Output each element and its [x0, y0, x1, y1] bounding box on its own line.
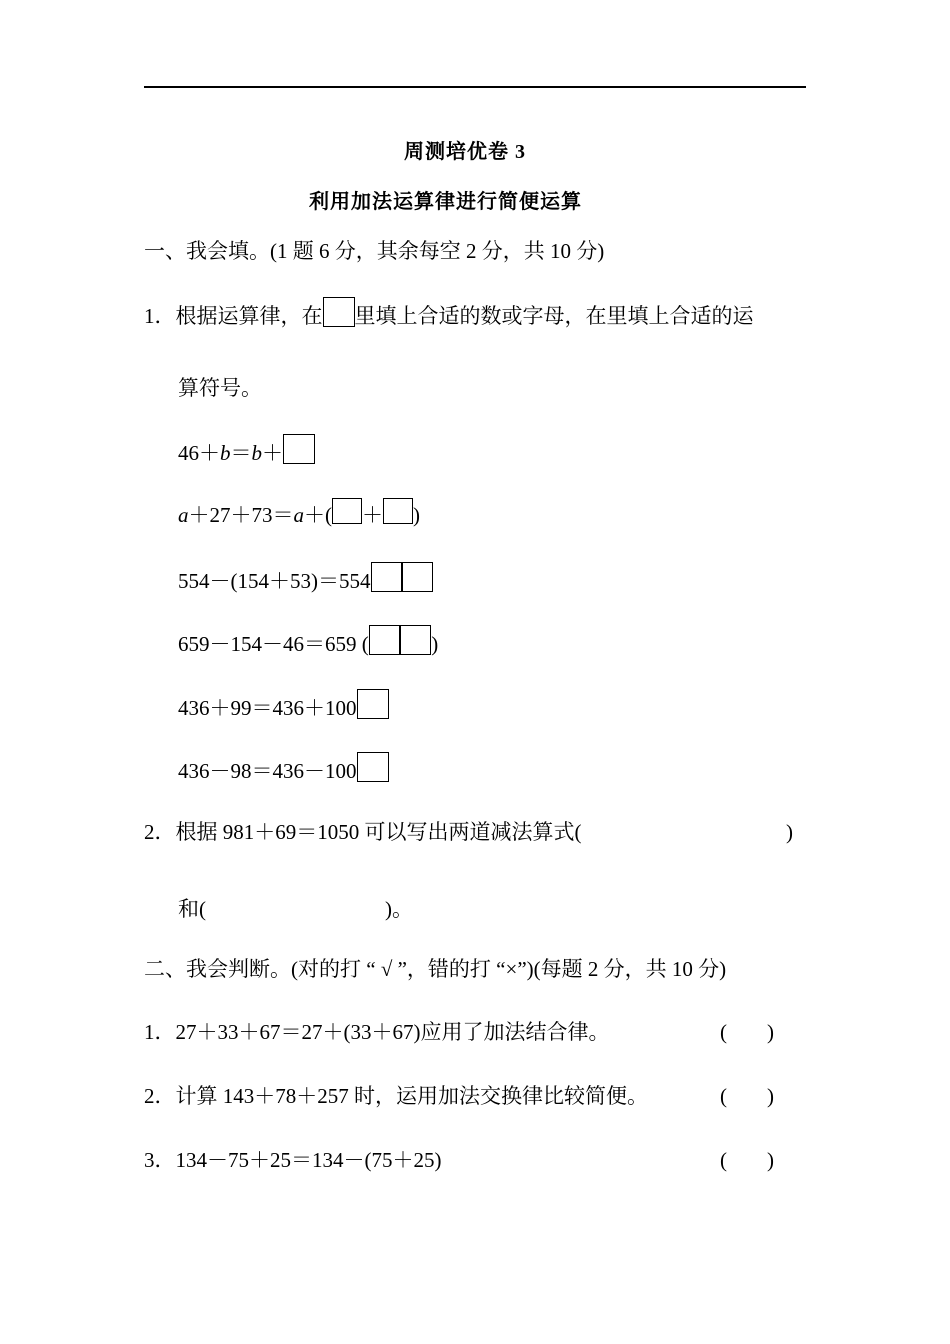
q1-text-after: 里填上合适的数或字母，在里填上合适的运	[354, 304, 754, 328]
answer-box[interactable]	[383, 498, 413, 524]
judge-number: 3．	[144, 1148, 176, 1172]
q1-item-4	[178, 625, 438, 658]
item5-part: 436＋99＝436＋100	[178, 696, 357, 720]
q2-blank1-close: )	[786, 820, 793, 844]
item1-part: 46＋	[178, 441, 220, 465]
operator-box[interactable]	[369, 625, 401, 655]
page-subtitle: 利用加法运算律进行简便运算	[309, 191, 582, 213]
item2-var: a	[293, 503, 304, 527]
q1-item-6	[178, 752, 389, 785]
answer-box[interactable]	[357, 689, 389, 719]
item1-var: b	[251, 441, 262, 465]
item1-var: b	[220, 441, 231, 465]
q2-line1	[144, 818, 582, 846]
operator-box[interactable]	[371, 562, 403, 592]
answer-box[interactable]	[401, 562, 433, 592]
item2-part: ＋27＋73＝	[188, 503, 294, 527]
q1-number: 1．	[144, 304, 176, 328]
answer-box[interactable]	[399, 625, 431, 655]
item4-part: 659－154－46＝659 (	[178, 632, 369, 656]
section2-heading: 二、我会判断。(对的打 “ √ ”，错的打 “×”)(每题 2 分，共 10 分)	[144, 957, 727, 981]
item2-part: ＋	[362, 503, 383, 527]
judge-item-3	[144, 1146, 442, 1174]
item1-part: ＋	[262, 441, 283, 465]
answer-box[interactable]	[332, 498, 362, 524]
q2-blank2-close: )。	[385, 897, 413, 921]
item3-part: 554－(154＋53)＝554	[178, 569, 371, 593]
q1-line2: 算符号。	[178, 376, 262, 400]
judge-number: 1．	[144, 1020, 176, 1044]
q2-line2: 和(	[178, 897, 206, 921]
section1-heading: 一、我会填。(1 题 6 分，其余每空 2 分，共 10 分)	[144, 239, 605, 263]
judge-item-2	[144, 1082, 648, 1110]
q2-number: 2．	[144, 820, 176, 844]
q1-item-2	[178, 498, 420, 529]
page-title: 周测培优卷 3	[404, 141, 526, 163]
item4-part: )	[431, 632, 439, 656]
q1-item-1	[178, 434, 315, 467]
judge-text: 134－75＋25＝134－(75＋25)	[175, 1148, 442, 1172]
header-rule	[144, 86, 806, 88]
item2-part: ＋(	[304, 503, 332, 527]
judge-text: 27＋33＋67＝27＋(33＋67)应用了加法结合律。	[175, 1020, 610, 1044]
q1-item-5	[178, 689, 389, 722]
item1-part: ＝	[230, 441, 252, 465]
answer-box-example	[323, 297, 355, 327]
judge-number: 2．	[144, 1084, 176, 1108]
judge-answer-3[interactable]: ( )	[720, 1148, 774, 1172]
item2-var: a	[178, 503, 189, 527]
judge-answer-1[interactable]: ( )	[720, 1020, 774, 1044]
q1-line1	[144, 297, 754, 330]
item6-part: 436－98＝436－100	[178, 759, 357, 783]
q1-text-before: 根据运算律，在	[175, 304, 323, 328]
item2-part: )	[413, 503, 420, 527]
judge-answer-2[interactable]: ( )	[720, 1084, 774, 1108]
q1-item-3	[178, 562, 433, 595]
judge-text: 计算 143＋78＋257 时，运用加法交换律比较简便。	[175, 1084, 648, 1108]
answer-box[interactable]	[283, 434, 315, 464]
answer-box[interactable]	[357, 752, 389, 782]
judge-item-1	[144, 1018, 610, 1046]
q2-text: 根据 981＋69＝1050 可以写出两道减法算式(	[175, 820, 582, 844]
